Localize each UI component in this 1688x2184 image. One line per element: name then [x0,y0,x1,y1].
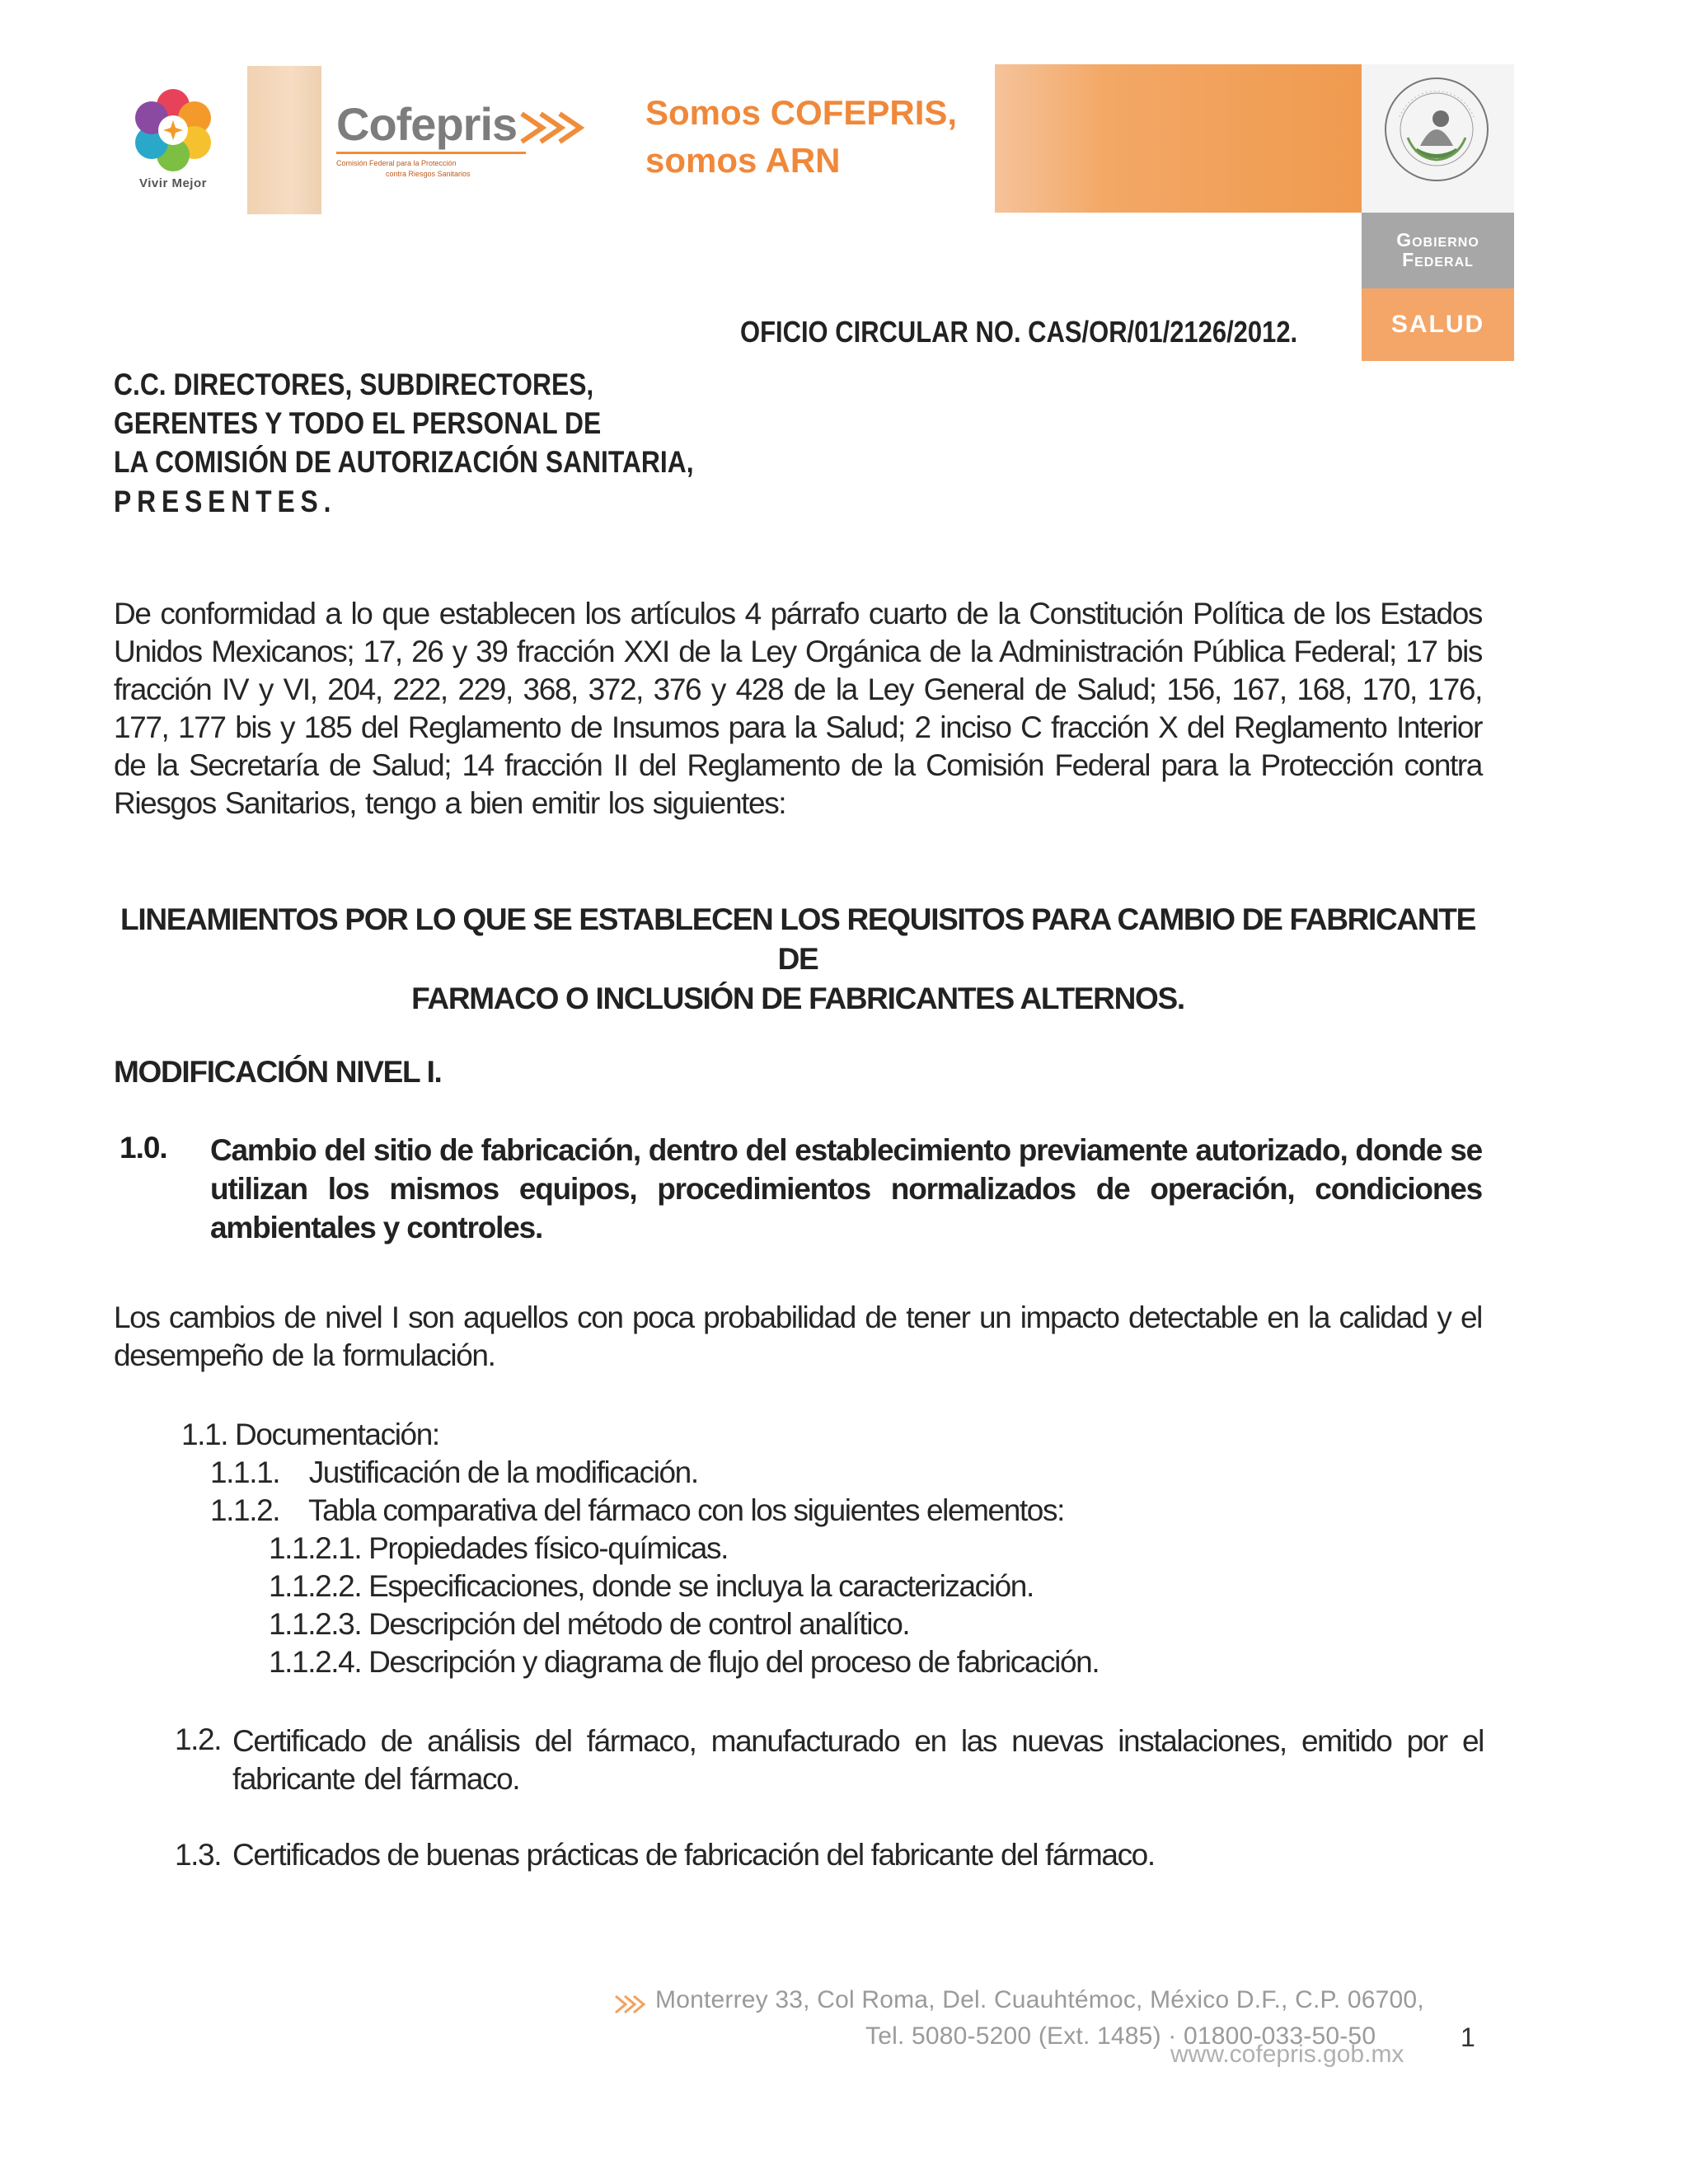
addressee-line: C.C. DIRECTORES, SUBDIRECTORES, [114,368,594,401]
cofepris-logo-text: Cofepris [336,98,518,150]
guideline-title-line: LINEAMIENTOS POR LO QUE SE ESTABLECEN LOS REQUISITOS PARA CAMBIO DE FABRICANTE DE [120,902,1475,976]
vivir-mejor-label: Vivir Mejor [139,176,207,190]
federal-label: Federal [1402,249,1474,270]
slogan-line: somos ARN [645,141,841,180]
intro-paragraph: De conformidad a lo que establecen los artículos 4 párrafo cuarto de la Constitución Política de los Estados Unidos Mexicanos; 17, 26 y 39 fracción XXI de la Ley Orgánica de la Administración Pública Federal; 17 bis fracción IV y VI, 204, 222, 229, 368, 372, 376 y 428 de la Ley General de Salud; 156, 167, 168, 170, 176, 177, 177 bis y 185 del Reglamento de Insumos para la Salud; 2 inciso C fracción X del Reglamento Interior de la Secretaría de Salud; 14 fracción II del Reglamento de la Comisión Federal para la Protección contra Riesgos Sanitarios, tengo a bien emitir los siguientes: [114,597,1482,820]
footer-website [1170,2041,1434,2072]
slogan-line: Somos COFEPRIS, [645,93,958,132]
cofepris-arrow-icon [518,107,592,148]
cofepris-tagline: contra Riesgos Sanitarios [386,170,471,178]
level-description: Los cambios de nivel I son aquellos con poca probabilidad de tener un impacto detectable en la calidad y el desempeño de la formulación. [114,1301,1482,1372]
list-item: 1.1.1. Justificación de la modificación. [210,1455,698,1489]
header-orange-band [995,64,1362,213]
salud-badge: SALUD [1362,288,1514,361]
item-1-2-text: Certificado de análisis del fármaco, manufacturado en las nuevas instalaciones, emitido por el fabricante del fármaco. [232,1724,1484,1796]
oficio-number: OFICIO CIRCULAR NO. CAS/OR/01/2126/2012. [740,315,1298,349]
item-1-3-number: 1.3. [175,1838,222,1872]
section-title: MODIFICACIÓN NIVEL I. [114,1055,442,1089]
cofepris-logo [336,97,608,188]
cofepris-tagline: Comisión Federal para la Protección [336,159,457,167]
guideline-title-line: FARMACO O INCLUSIÓN DE FABRICANTES ALTERNOS. [411,982,1184,1015]
list-item: 1.1.2.4. Descripción y diagrama de flujo del proceso de fabricación. [269,1645,1100,1679]
gobierno-label: Gobierno [1396,229,1479,251]
header-peach-bar [247,66,321,214]
footer-website-text: www.cofepris.gob.mx [1170,2041,1404,2068]
list-item: 1.1. Documentación: [181,1418,439,1451]
header-slogan [645,89,992,185]
gobierno-federal-badge [1362,213,1514,288]
list-item: 1.1.2.2. Especificaciones, donde se incluya la caracterización. [269,1569,1034,1603]
footer-phone: Tel. 5080-5200 (Ext. 1485) · 01800-033-50-50 [865,2022,1376,2050]
list-item: 1.1.2.1. Propiedades físico-químicas. [269,1531,728,1565]
item-text: Cambio del sitio de fabricación, dentro del establecimiento previamente autorizado, donde se utilizan los mismos equipos, procedimientos normalizados de operación, condiciones ambientales y controles. [210,1133,1482,1244]
item-1-3-text: Certificados de buenas prácticas de fabricación del fabricante del fármaco. [232,1838,1155,1872]
vivir-mejor-flower-logo [124,81,223,180]
footer-arrow-icon [614,1993,649,2016]
item-1-2-number: 1.2. [175,1722,222,1756]
cofepris-underline [336,152,526,154]
addressee-line: GERENTES Y TODO EL PERSONAL DE [114,406,602,440]
mexico-seal-icon [1375,68,1498,191]
list-item: 1.1.2.3. Descripción del método de control analítico. [269,1607,910,1641]
item-number: 1.0. [120,1131,167,1165]
addressee-presentes: PRESENTES. [114,485,337,518]
addressee-line: LA COMISIÓN DE AUTORIZACIÓN SANITARIA, [114,445,694,479]
page-number: 1 [1461,2022,1475,2052]
guideline-title [114,900,1482,1019]
footer-address: Monterrey 33, Col Roma, Del. Cuauhtémoc, México D.F., C.P. 06700, [655,1986,1424,2013]
list-item: 1.1.2. Tabla comparativa del fármaco con los siguientes elementos: [210,1493,1064,1527]
